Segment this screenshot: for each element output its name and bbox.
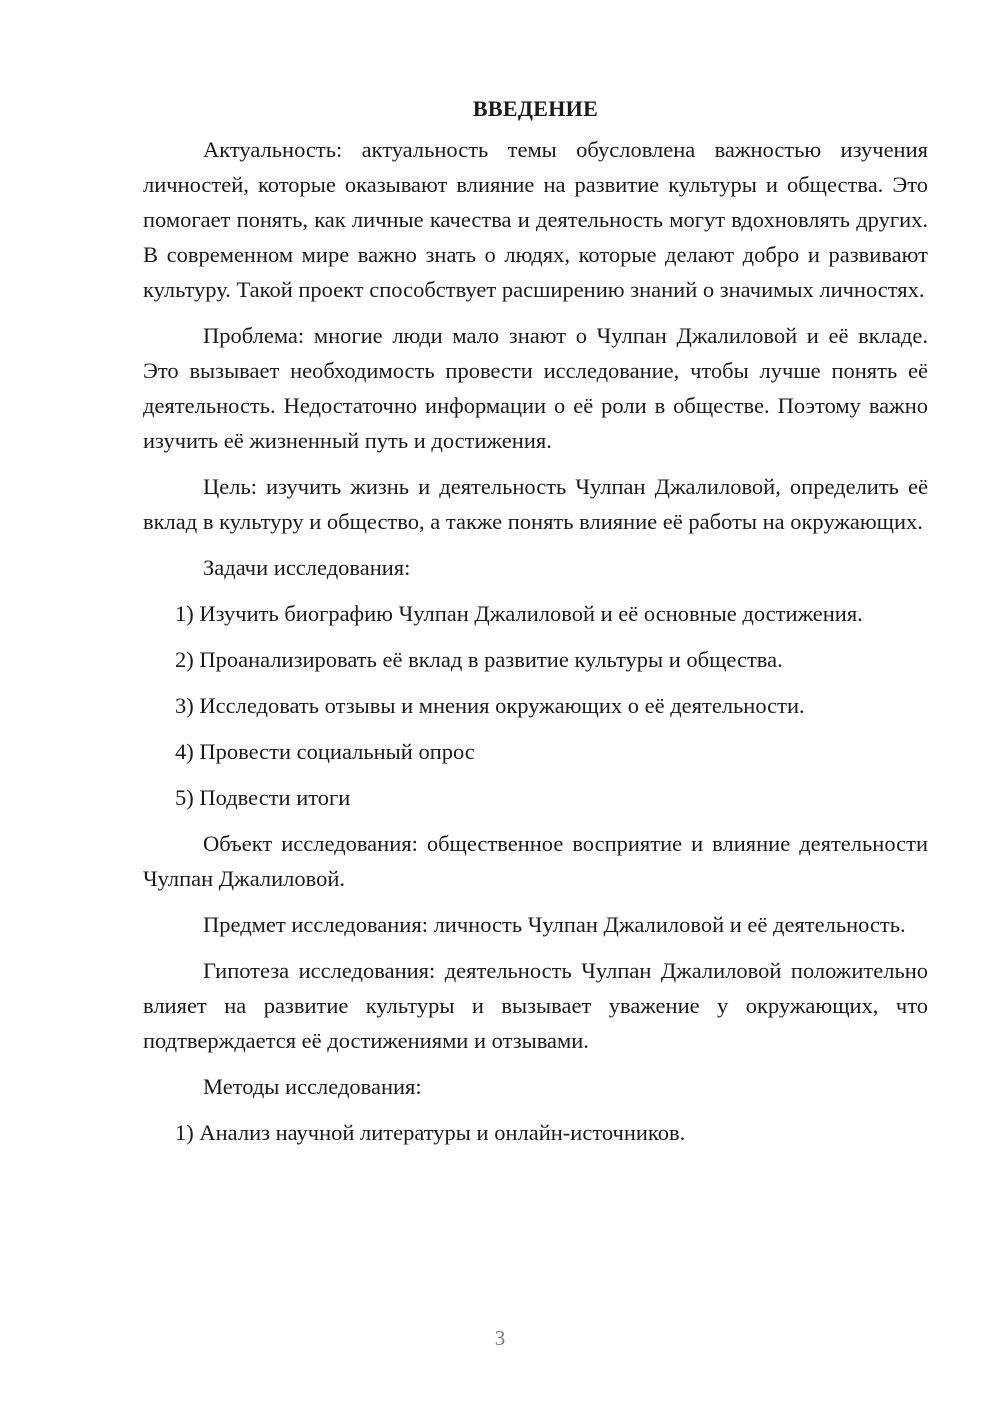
hypothesis-paragraph: Гипотеза исследования: деятельность Чулпан Джалиловой положительно влияет на развитие культуры и вызывает уважение у окружающих, что подтверждается её достижениями и отзывами.: [143, 958, 928, 1053]
task-item-5: 5) Подвести итоги: [175, 785, 351, 810]
methods-heading: Методы исследования:: [203, 1074, 422, 1099]
problem-paragraph: Проблема: многие люди мало знают о Чулпан Джалиловой и её вкладе. Это вызывает необходимость провести исследование, чтобы лучше понять её деятельность. Недостаточно информации о её роли в обществе. Поэтому важно изучить её жизненный путь и достижения.: [143, 323, 928, 453]
task-item-4: 4) Провести социальный опрос: [175, 739, 475, 764]
relevance-paragraph: Актуальность: актуальность темы обусловлена важностью изучения личностей, которые оказывают влияние на развитие культуры и общества. Это помогает понять, как личные качества и деятельность могут вдохновлять других. В современном мире важно знать о людях, которые делают добро и развивают культуру. Такой проект способствует расширению знаний о значимых личностях.: [143, 137, 928, 302]
task-item-1: 1) Изучить биографию Чулпан Джалиловой и её основные достижения.: [175, 601, 863, 626]
document-page: [143, 92, 928, 1161]
goal-paragraph: Цель: изучить жизнь и деятельность Чулпан Джалиловой, определить её вклад в культуру и общество, а также понять влияние её работы на окружающих.: [143, 474, 928, 534]
page-number: 3: [494, 1326, 506, 1350]
task-item-3: 3) Исследовать отзывы и мнения окружающих о её деятельности.: [175, 693, 805, 718]
method-item-1: 1) Анализ научной литературы и онлайн-источников.: [175, 1120, 686, 1145]
task-item-2: 2) Проанализировать её вклад в развитие культуры и общества.: [175, 647, 783, 672]
tasks-heading: Задачи исследования:: [203, 555, 411, 580]
subject-paragraph: Предмет исследования: личность Чулпан Джалиловой и её деятельность.: [203, 912, 906, 937]
object-paragraph: Объект исследования: общественное восприятие и влияние деятельности Чулпан Джалиловой.: [143, 831, 928, 891]
page-title: ВВЕДЕНИЕ: [472, 96, 599, 121]
